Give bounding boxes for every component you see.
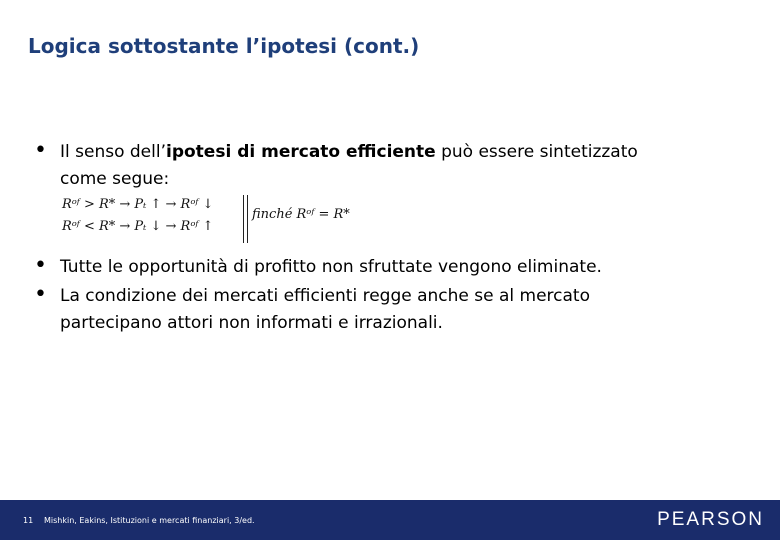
formula-row: Rᵒᶠ > R* → Pₜ ↑ → Rᵒᶠ ↓ — [62, 197, 214, 212]
bullet-emphasis: ipotesi di mercato efficiente — [166, 142, 436, 162]
bullet-text-continuation: come segue: — [60, 169, 170, 189]
bullet-dot-icon: • — [34, 253, 47, 278]
bullet-dot-icon: • — [34, 138, 47, 163]
footer-bar — [0, 500, 780, 540]
bullet-text-continuation: partecipano attori non informati e irrazionali. — [60, 313, 443, 333]
source-citation: Mishkin, Eakins, Istituzioni e mercati finanziari, 3/ed. — [44, 516, 255, 525]
bullet-text: Tutte le opportunità di profitto non sfruttate vengono eliminate. — [60, 257, 602, 277]
bullet-dot-icon: • — [34, 282, 47, 307]
bullet-text — [60, 283, 590, 337]
formula-row: Rᵒᶠ < R* → Pₜ ↓ → Rᵒᶠ ↑ — [62, 219, 214, 234]
bullet-text-part: può essere sintetizzato — [435, 142, 638, 162]
bullet-text-line: La condizione dei mercati efficienti regge anche se al mercato — [60, 286, 590, 306]
formula-brace-icon — [243, 195, 248, 243]
pearson-logo: PEARSON — [657, 509, 764, 530]
slide-title: Logica sottostante l’ipotesi (cont.) — [28, 34, 420, 58]
bullet-text — [60, 139, 638, 193]
formula-block — [62, 193, 372, 245]
bullet-text-part: Il senso dell’ — [60, 142, 166, 162]
page-number: 11 — [23, 516, 34, 525]
formula-condition: finché Rᵒᶠ = R* — [252, 207, 350, 222]
